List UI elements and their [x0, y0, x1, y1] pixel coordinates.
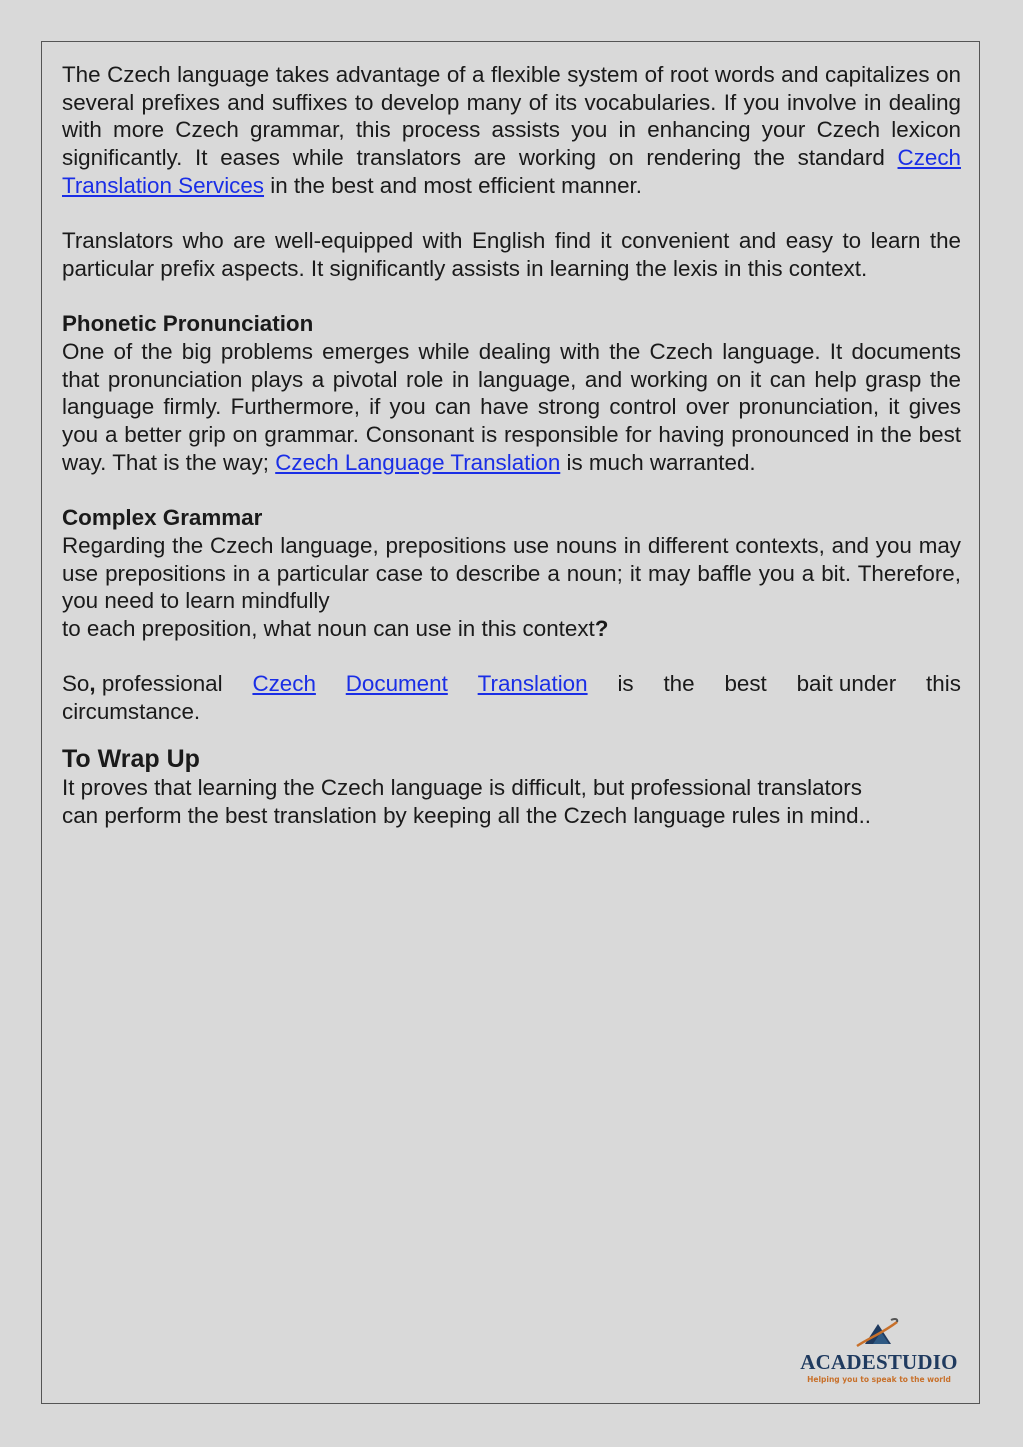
logo-wordmark: ACADESTUDIO	[800, 1350, 958, 1374]
wrap-up-section: To Wrap Up It proves that learning the Czech language is difficult, but professional translators can perform the best translation by keeping all the Czech language rules in mind..	[62, 744, 961, 829]
phonetic-section: Phonetic Pronunciation One of the big problems emerges while dealing with the Czech language. It documents that pronunciation plays a pivotal role in language, and working on it can help grasp the language firmly. Furthermore, if you can have strong control over pronunciation, it gives you a better grip on grammar. Consonant is responsible for having pronounced in the best way. That is the way; Czech Language Translation is much warranted.	[62, 311, 961, 475]
wrap-up-heading: To Wrap Up	[62, 744, 200, 773]
logo-mountain-icon	[851, 1316, 901, 1350]
czech-translation-services-link[interactable]: Czech Translation Services	[62, 145, 961, 198]
logo-tagline: Helping you to speak to the world	[807, 1375, 951, 1384]
acadestudio-logo	[796, 1316, 962, 1388]
czech-document-translation-link[interactable]: Czech	[252, 671, 316, 697]
czech-document-translation-link-part3[interactable]: Translation	[477, 671, 588, 697]
conclusion-paragraph: So, professional Czech Document Translation is the best bait under this circumstance.	[62, 671, 961, 725]
grammar-heading: Complex Grammar	[62, 505, 263, 531]
document-body	[62, 61, 961, 857]
grammar-section: Complex Grammar Regarding the Czech language, prepositions use nouns in different contexts, and you may use prepositions in a particular case to describe a noun; it may baffle you a bit. Therefore, you need to learn mindfully to each preposition, what noun can use in this context?	[62, 505, 961, 642]
prefix-paragraph: Translators who are well-equipped with English find it convenient and easy to learn the particular prefix aspects. It significantly assists in learning the lexis in this context.	[62, 228, 961, 281]
czech-document-translation-link-part2[interactable]: Document	[345, 671, 448, 697]
czech-language-translation-link[interactable]: Czech Language Translation	[275, 449, 561, 475]
phonetic-heading: Phonetic Pronunciation	[62, 311, 314, 337]
intro-paragraph: The Czech language takes advantage of a flexible system of root words and capitalizes on several prefixes and suffixes to develop many of its vocabularies. If you involve in dealing with more Czech grammar, this process assists you in enhancing your Czech lexicon significantly. It eases while translators are working on rendering the standard Czech Translation Services in the best and most efficient manner.	[62, 62, 961, 198]
